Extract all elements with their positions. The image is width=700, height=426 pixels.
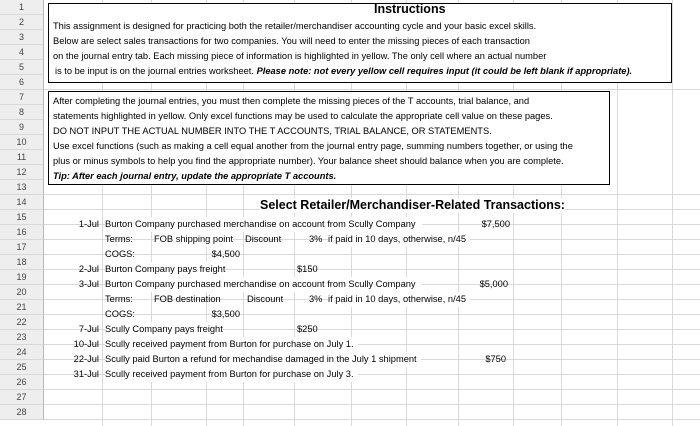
transaction-amount: $5,000	[479, 279, 508, 289]
row-header[interactable]: 13	[0, 180, 44, 195]
row-header[interactable]: 14	[0, 195, 44, 210]
cogs-label: COGS:	[105, 249, 135, 259]
row-gridline	[44, 89, 700, 90]
transaction-description: Scully received payment from Burton for purchase on July 3.	[105, 367, 358, 382]
row-header[interactable]: 17	[0, 240, 44, 255]
cogs-value: $4,500	[211, 249, 240, 259]
fob-terms: FOB destination	[154, 294, 221, 304]
instruction-line: statements highlighted in yellow. Only excel functions may be used to calculate the appropriate cell value on these pages.	[53, 111, 553, 121]
discount-percent: 3%	[309, 234, 323, 244]
row-header[interactable]: 7	[0, 90, 44, 105]
instructions-title: Instructions	[374, 2, 446, 16]
row-header[interactable]: 19	[0, 270, 44, 285]
transaction-description: Scully Company pays freight	[105, 322, 223, 337]
instruction-tip: Tip: After each journal entry, update the appropriate T accounts.	[53, 171, 337, 181]
transactions-title: Select Retailer/Merchandiser-Related Transactions:	[260, 198, 565, 212]
fob-terms: FOB shipping point	[154, 232, 233, 247]
transaction-date: 10-Jul	[73, 339, 99, 349]
transaction-date: 2-Jul	[78, 264, 99, 274]
discount-condition: if paid in 10 days, otherwise, n/45	[328, 232, 470, 247]
row-header[interactable]: 28	[0, 405, 44, 420]
terms-label: Terms:	[105, 294, 133, 304]
instruction-text: is to be input is on the journal entries worksheet.	[55, 66, 254, 76]
transaction-description: Scully paid Burton a refund for mechandise damaged in the July 1 shipment	[105, 352, 421, 367]
row-header[interactable]: 3	[0, 30, 44, 45]
row-header[interactable]: 26	[0, 375, 44, 390]
discount-percent: 3%	[309, 294, 323, 304]
row-header[interactable]: 9	[0, 120, 44, 135]
row-gridline	[44, 254, 700, 255]
row-header[interactable]: 2	[0, 15, 44, 30]
instruction-line: After completing the journal entries, you must then complete the missing pieces of the T accounts, trial balance, and	[53, 96, 530, 106]
row-header[interactable]: 23	[0, 330, 44, 345]
terms-label: Terms:	[105, 234, 133, 244]
row-header[interactable]: 6	[0, 75, 44, 90]
cogs-value: $3,500	[211, 309, 240, 319]
instruction-note: Please note: not every yellow cell requires input (it could be left blank if appropriate).	[256, 66, 633, 76]
row-header[interactable]: 15	[0, 210, 44, 225]
transaction-description: Burton Company purchased merchandise on account from Scully Company	[105, 217, 422, 232]
instruction-line: plus or minus symbols to help you find the appropriate number). Your balance sheet should balance when you are complete.	[53, 156, 564, 166]
row-header[interactable]: 12	[0, 165, 44, 180]
instruction-line: Use excel functions (such as making a cell equal another from the journal entry page, summing numbers together, or using the	[53, 141, 573, 151]
row-header[interactable]: 5	[0, 60, 44, 75]
transaction-date: 22-Jul	[73, 354, 99, 364]
transaction-amount: $7,500	[481, 219, 510, 229]
column-gridline	[672, 0, 673, 426]
transaction-amount: $250	[297, 324, 318, 334]
row-header[interactable]: 16	[0, 225, 44, 240]
instruction-line: on the journal entry tab. Each missing piece of information is highlighted in yellow. The only cell where an actual number	[53, 51, 547, 61]
transaction-date: 3-Jul	[78, 279, 99, 289]
row-header[interactable]: 8	[0, 105, 44, 120]
instruction-line: DO NOT INPUT THE ACTUAL NUMBER INTO THE T ACCOUNTS, TRIAL BALANCE, OR STATEMENTS.	[53, 126, 492, 136]
transaction-date: 31-Jul	[73, 369, 99, 379]
row-gridline	[44, 389, 700, 390]
row-header[interactable]: 18	[0, 255, 44, 270]
row-header[interactable]: 25	[0, 360, 44, 375]
row-header[interactable]: 4	[0, 45, 44, 60]
discount-label: Discount	[247, 294, 284, 304]
transaction-amount: $750	[485, 354, 506, 364]
transaction-description: Scully received payment from Burton for purchase on July 1.	[105, 337, 358, 352]
transaction-description: Burton Company pays freight	[105, 262, 225, 277]
instruction-line: This assignment is designed for practicing both the retailer/merchandiser accounting cycle and your basic excel skills.	[53, 21, 537, 31]
row-header[interactable]: 22	[0, 315, 44, 330]
transaction-amount: $150	[297, 264, 318, 274]
instruction-line	[55, 64, 632, 79]
row-header[interactable]: 1	[0, 0, 44, 15]
row-header[interactable]: 24	[0, 345, 44, 360]
row-header[interactable]: 11	[0, 150, 44, 165]
row-gridline	[44, 194, 700, 195]
row-gridline	[44, 404, 700, 405]
row-gridline	[44, 419, 700, 420]
row-header[interactable]: 21	[0, 300, 44, 315]
row-header[interactable]: 20	[0, 285, 44, 300]
transaction-description: Burton Company purchased merchandise on account from Scully Company	[105, 277, 422, 292]
row-header[interactable]: 10	[0, 135, 44, 150]
discount-label: Discount	[245, 234, 282, 244]
cogs-label: COGS:	[105, 309, 135, 319]
row-header[interactable]: 27	[0, 390, 44, 405]
transaction-date: 7-Jul	[78, 324, 99, 334]
discount-condition: if paid in 10 days, otherwise, n/45	[328, 292, 470, 307]
instruction-line: Below are select sales transactions for two companies. You will need to enter the missing pieces of each transaction	[53, 36, 530, 46]
row-gridline	[44, 314, 700, 315]
transaction-date: 1-Jul	[78, 219, 99, 229]
